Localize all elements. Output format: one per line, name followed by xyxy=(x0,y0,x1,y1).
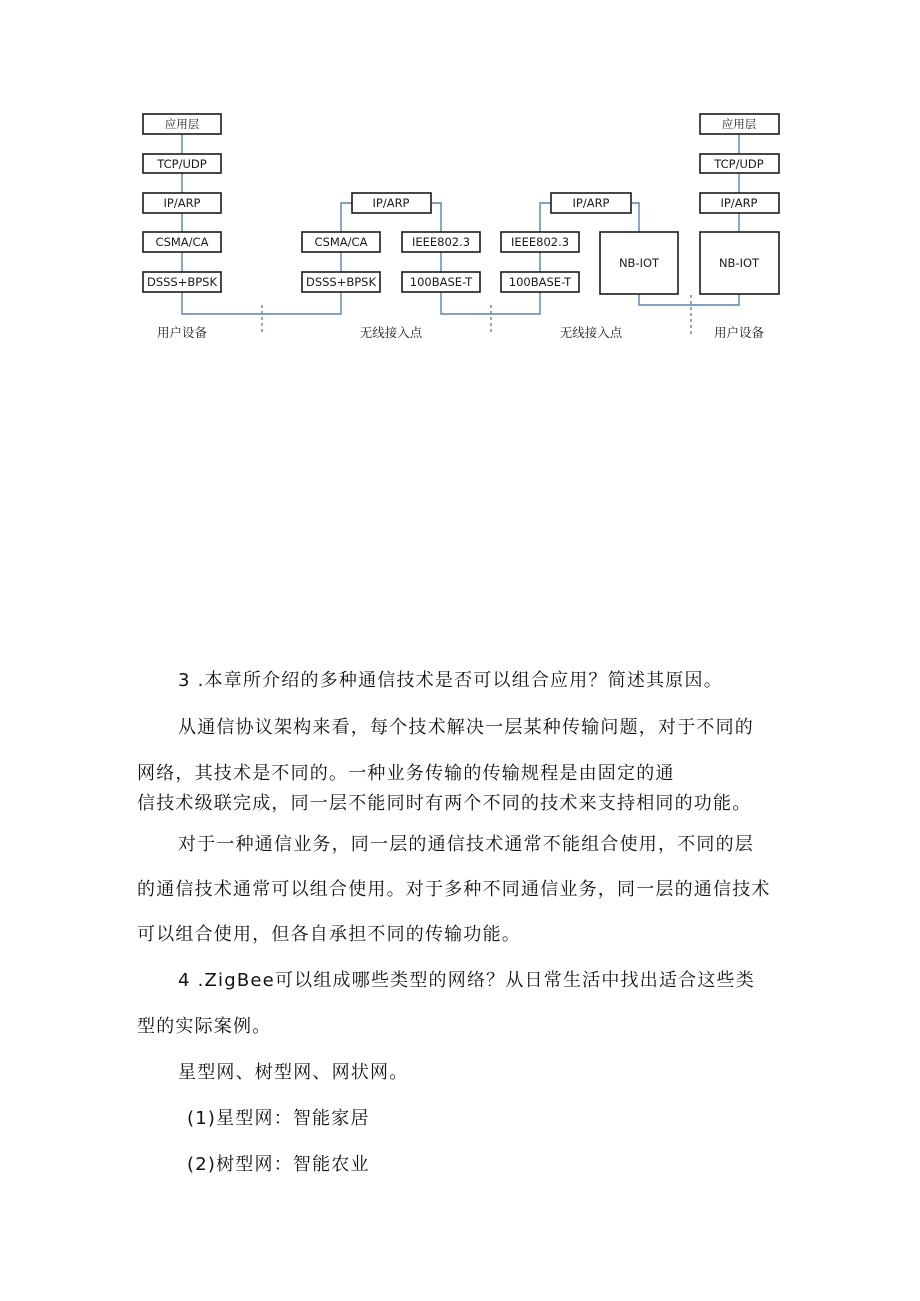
layer-label: 应用层 xyxy=(164,117,200,131)
question-4-line-1: 4 .ZigBee可以组成哪些类型的网络？从日常生活中找出适合这些类 xyxy=(178,970,755,991)
layer-box xyxy=(143,193,221,213)
protocol-stack-diagram xyxy=(0,0,920,360)
answer-3-line-4: 对于一种通信业务，同一层的通信技术通常不能组合使用，不同的层 xyxy=(178,834,754,855)
device-label: 无线接入点 xyxy=(359,325,423,340)
layer-label: CSMA/CA xyxy=(314,235,368,249)
layer-box xyxy=(302,272,380,292)
layer-box xyxy=(700,193,779,213)
answer-3-line-3: 信技术级联完成，同一层不能同时有两个不同的技术来支持相同的功能。 xyxy=(137,793,752,814)
layer-box xyxy=(700,232,779,294)
layer-box xyxy=(700,154,779,173)
layer-box xyxy=(302,232,380,252)
device-label: 用户设备 xyxy=(713,325,765,340)
access-point-2 xyxy=(501,193,678,340)
layer-label: IP/ARP xyxy=(372,196,410,210)
layer-label: IEEE802.3 xyxy=(411,235,471,249)
layer-box xyxy=(600,232,678,294)
layer-label: IEEE802.3 xyxy=(510,235,570,249)
layer-box xyxy=(402,232,480,252)
access-point-1 xyxy=(302,193,480,340)
question-4-line-2: 型的实际案例。 xyxy=(137,1016,272,1037)
layer-label: IP/ARP xyxy=(163,196,201,210)
device-label: 无线接入点 xyxy=(559,325,623,340)
layer-box xyxy=(402,272,480,292)
layer-label: IP/ARP xyxy=(720,196,758,210)
layer-label: DSSS+BPSK xyxy=(305,275,377,289)
layer-box xyxy=(143,114,221,134)
layer-label: TCP/UDP xyxy=(714,157,764,171)
layer-box xyxy=(143,154,221,173)
layer-box xyxy=(143,272,221,292)
answer-4-line-1: 星型网、树型网、网状网。 xyxy=(178,1062,409,1083)
answer-3-line-1: 从通信协议架构来看，每个技术解决一层某种传输问题，对于不同的 xyxy=(178,717,754,738)
layer-box xyxy=(501,232,579,252)
answer-4-line-2: (1)星型网：智能家居 xyxy=(187,1108,370,1129)
layer-label: IP/ARP xyxy=(572,196,610,210)
layer-box xyxy=(551,193,631,213)
layer-box xyxy=(143,232,221,252)
answer-3-line-6: 可以组合使用，但各自承担不同的传输功能。 xyxy=(137,924,521,945)
layer-label: DSSS+BPSK xyxy=(146,275,218,289)
layer-label: 100BASE-T xyxy=(508,275,572,289)
layer-label: CSMA/CA xyxy=(155,235,209,249)
layer-label: NB-IOT xyxy=(718,256,760,270)
layer-label: TCP/UDP xyxy=(157,157,207,171)
layer-box xyxy=(700,114,779,134)
answer-3-line-2: 网络，其技术是不同的。一种业务传输的传输规程是由固定的通 xyxy=(137,763,675,784)
layer-label: 应用层 xyxy=(721,117,757,131)
layer-box xyxy=(501,272,579,292)
answer-4-line-3: (2)树型网：智能农业 xyxy=(187,1154,370,1175)
layer-label: NB-IOT xyxy=(618,256,660,270)
layer-label: 100BASE-T xyxy=(409,275,473,289)
answer-3-line-5: 的通信技术通常可以组合使用。对于多种不同通信业务，同一层的通信技术 xyxy=(137,879,771,900)
device-label: 用户设备 xyxy=(156,325,208,340)
layer-box xyxy=(352,193,431,213)
question-3: 3 .本章所介绍的多种通信技术是否可以组合应用？简述其原因。 xyxy=(178,670,723,691)
